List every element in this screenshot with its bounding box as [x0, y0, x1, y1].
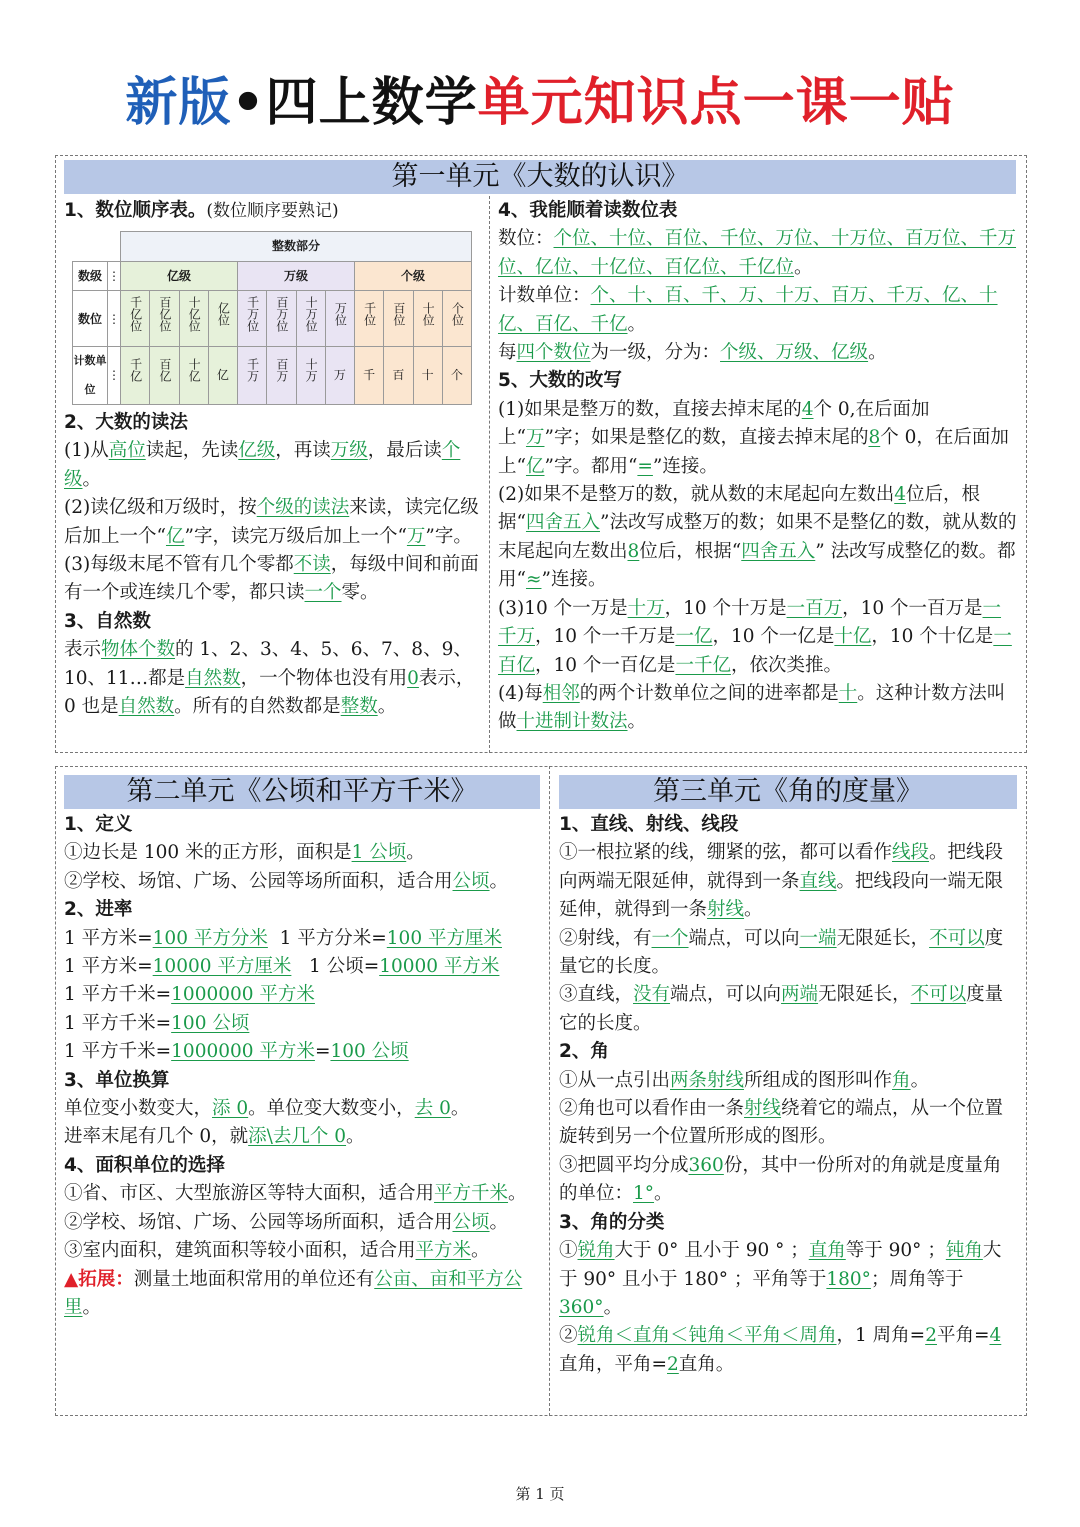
body-text: ①边长是 100 米的正方形，面积是 [64, 842, 352, 864]
body-text: (1)从 [64, 440, 109, 462]
answer-text: = [637, 455, 653, 477]
table-row-label-unit: 计数单位 [73, 347, 108, 405]
unit2-column [64, 811, 542, 1322]
unit1-s2-p1 [64, 437, 482, 494]
body-text: (1)如果是整万的数，直接去掉末尾的 [498, 398, 802, 420]
answer-text: 1° [633, 1183, 655, 1205]
unit3-s2-p1 [559, 1067, 1019, 1095]
unit2-s2-r3 [64, 981, 542, 1009]
body-text: 1 平方分米= [279, 927, 387, 949]
body-text: 。 [794, 256, 813, 278]
answer-text: 100 公顷 [330, 1041, 409, 1063]
place-cell: 十位 [421, 301, 436, 326]
answer-text: 公亩、亩和平方公里 [64, 1268, 523, 1318]
unit-cell: 十亿 [187, 358, 202, 383]
answer-text: 锐角 [577, 1240, 615, 1262]
unit2-s1-p1 [64, 839, 542, 867]
body-text: 表示 [64, 639, 102, 661]
body-text: ” 法改写成整亿的数。都用“ [498, 540, 1016, 591]
unit-cell: 亿 [208, 347, 237, 405]
unit1-s1-note: (数位顺序要熟记) [206, 201, 339, 221]
unit3-s2-p3 [559, 1152, 1019, 1209]
answer-text: 亿级 [238, 440, 276, 462]
answer-text: 1 公顷 [351, 842, 407, 864]
unit1-s4-p2 [498, 282, 1018, 339]
unit3-s2-heading: 2、角 [559, 1041, 609, 1063]
unit2-s2-r1 [64, 925, 542, 953]
answer-text: 自然数 [118, 696, 175, 718]
unit-cell: 个 [442, 347, 471, 405]
unit1-banner: 第一单元《大数的认识》 [64, 160, 1016, 194]
body-text: 。 [489, 1211, 509, 1233]
answer-text: 万级 [330, 440, 368, 462]
answer-text: 一百万 [786, 597, 843, 619]
body-text: 度量它的长度。 [559, 984, 1004, 1034]
body-text: 无限延长， [818, 984, 911, 1006]
place-cell: 亿位 [216, 301, 231, 326]
body-text: 等于 90° ； [845, 1240, 946, 1262]
body-text: 。 [346, 1126, 365, 1148]
page-number: 第 1 页 [515, 1485, 565, 1503]
answer-text: 万 [525, 427, 545, 449]
answer-text: 锐角＜直角＜钝角＜平角＜周角 [577, 1325, 837, 1347]
body-text: ”连接。 [541, 569, 607, 591]
unit1-s1-heading: 1、数位顺序表。 [64, 200, 207, 221]
body-text: 测量土地面积常用的单位还有 [133, 1268, 375, 1290]
unit1-s3-p1 [64, 636, 482, 721]
answer-text: 100 平方分米 [152, 927, 268, 949]
unit2-s1-p2 [64, 868, 542, 896]
unit1-s4-heading: 4、我能顺着读数位表 [498, 200, 678, 221]
body-text: 端点，可以向 [670, 984, 782, 1006]
answer-text: 物体个数 [101, 639, 176, 661]
unit1-s5-heading: 5、大数的改写 [498, 370, 622, 392]
answer-text: 十进制计数法 [516, 711, 628, 733]
answer-text: 平方米 [415, 1240, 472, 1262]
place-cell: 个位 [450, 301, 465, 326]
body-text: ，10 个十亿是 [871, 626, 994, 648]
answer-text: 4 [989, 1325, 1002, 1347]
body-text: ，一个物体也没有用 [240, 667, 408, 689]
answer-text: 高位 [108, 440, 146, 462]
table-row-label-grade: 数级 [73, 261, 108, 290]
answer-text: 不可以 [929, 927, 985, 949]
unit1-divider [489, 196, 490, 753]
answer-text: 4 [801, 398, 814, 420]
answer-text: 十万 [627, 597, 665, 619]
body-text: 1 公顷= [309, 956, 380, 978]
unit1-s2-p3 [64, 551, 482, 608]
answer-text: 180° [826, 1268, 871, 1290]
answer-text: 0 [407, 667, 419, 689]
answer-text: 一千万 [498, 597, 1002, 648]
body-text: ，依次类推。 [730, 654, 842, 676]
unit1-s2-p2 [64, 494, 482, 551]
body-text: 。 [450, 1098, 470, 1120]
unit1-s5-p1 [498, 396, 1018, 481]
body-text: 进率末尾有几个 0，就 [64, 1126, 249, 1148]
body-text: 的 1、2、3、4、5、6、7、8、9、10、11…都是 [64, 639, 472, 689]
body-text: (3)10 个一万是 [498, 597, 628, 619]
answer-text: 一亿 [675, 626, 713, 648]
answer-text: 角 [892, 1069, 911, 1091]
body-text: 1 平方千米= [64, 1012, 172, 1034]
body-text: ，最后读 [367, 440, 442, 462]
body-text: 。 [627, 711, 647, 733]
body-text: 计数单位： [498, 285, 591, 307]
unit-cell: 千万 [245, 358, 260, 383]
table-header-integer: 整数部分 [121, 232, 472, 261]
answer-text: 一个 [651, 927, 689, 949]
answer-text: 个级、万级、亿级 [720, 342, 869, 364]
unit3-s1-p3 [559, 981, 1019, 1038]
body-text: 。所有的自然数都是 [174, 696, 341, 718]
body-text: 大于 90° 且小于 180° ；平角等于 [559, 1240, 1002, 1290]
unit1-s2-heading: 2、大数的读法 [64, 412, 188, 434]
body-text: ①从一点引出 [559, 1069, 671, 1091]
unit-cell: 千 [355, 347, 384, 405]
body-text: 来读，读完亿级后加上一个“ [64, 497, 479, 547]
title-dot: • [231, 73, 266, 133]
unit-cell: 千亿 [128, 358, 143, 383]
body-text: ”字。都用“ [544, 455, 638, 477]
unit2-s1-heading: 1、定义 [64, 814, 133, 835]
unit-cell: 十 [413, 347, 442, 405]
body-text: 份，其中一份所对的角就是度量角的单位： [559, 1154, 1002, 1205]
place-cell: 十万位 [304, 295, 319, 332]
body-text: 。这种计数方法叫做 [498, 682, 1006, 733]
body-text: 。 [744, 899, 763, 921]
body-text: 。把线段向一端无限延伸，就得到一条 [559, 870, 1004, 921]
answer-text: 不读 [293, 554, 331, 576]
answer-text: 一端 [799, 927, 837, 949]
unit1-s5-p4 [498, 680, 1018, 737]
unit23-divider [549, 766, 550, 1416]
body-text: 数位： [498, 228, 554, 250]
unit-cell: 百亿 [157, 358, 172, 383]
body-text: 。 [406, 842, 425, 864]
answer-text: 1000000 平方米 [171, 1041, 315, 1063]
answer-text: 公顷 [452, 1211, 490, 1233]
body-text: 表示，0 也是 [64, 667, 475, 718]
unit1-s5-p2 [498, 481, 1018, 595]
body-text: 无限延长， [836, 927, 930, 949]
body-text: 每 [498, 342, 517, 364]
answer-text: 一百亿 [498, 626, 1012, 676]
unit2-s4-p4 [64, 1266, 542, 1323]
body-text: 1 平方千米= [64, 984, 172, 1006]
answer-text: 1000000 平方米 [171, 984, 315, 1006]
body-text: 。单位变大数变小， [248, 1098, 415, 1120]
unit3-s3-p2 [559, 1322, 1019, 1379]
unit2-s4-heading: 4、面积单位的选择 [64, 1154, 225, 1176]
body-text: ①一根拉紧的线，绷紧的弦，都可以看作 [559, 842, 893, 864]
answer-text: ≈ [525, 569, 542, 591]
title-part-grade: 四上数学 [265, 73, 478, 133]
body-text: 零。 [341, 582, 379, 604]
body-text: ，10 个一百亿是 [535, 654, 676, 676]
unit1-s4-p3 [498, 339, 1018, 367]
body-text: 1 平方米= [64, 956, 153, 978]
body-text: 为一级，分为： [590, 342, 721, 364]
body-text: 。 [603, 1296, 623, 1318]
unit3-banner: 第三单元《角的度量》 [559, 775, 1017, 809]
answer-text: 射线 [707, 899, 745, 921]
body-text: 。 [489, 870, 509, 892]
body-text: 的两个计数单位之间的进率都是 [579, 682, 839, 704]
body-text: 直角。 [678, 1353, 735, 1375]
body-text: 绕着它的端点，从一个位置旋转到另一个位置所形成的图形。 [559, 1098, 1004, 1148]
body-text: ②角也可以看作由一条 [559, 1098, 745, 1120]
answer-text: 射线 [744, 1098, 782, 1120]
answer-text: 不可以 [910, 984, 967, 1006]
answer-text: 四个数位 [516, 342, 591, 364]
answer-text: 8 [627, 540, 640, 562]
body-text: 直角，平角= [559, 1353, 668, 1375]
body-text: ③直线， [559, 984, 634, 1006]
answer-text: 添\去几个 0 [248, 1126, 347, 1148]
answer-text: 4 [894, 484, 906, 506]
body-text: 单位变小数变大， [64, 1098, 213, 1120]
place-value-table: 整数部分 数级 ⋮ 亿级 万级 个级 数位 ⋮ 千亿位 百亿位 十亿位 亿位 千万位 百万位 十万位 万位 千位 百位 十位 个位 计数单位 ⋮ 千亿 百亿 十亿 亿 千万 百万 十万 万 千 百 十 个 [72, 231, 472, 405]
answer-text: 一千亿 [675, 654, 731, 676]
unit3-s3-p1 [559, 1237, 1019, 1322]
answer-text: 去 0 [414, 1098, 451, 1120]
place-cell: 千万位 [245, 295, 260, 332]
body-text: 。 [627, 313, 647, 335]
body-text: ，1 周角= [836, 1325, 926, 1347]
answer-text: 四舍五入 [741, 540, 816, 562]
place-cell: 千位 [362, 301, 377, 326]
unit-cell: 十万 [304, 358, 319, 383]
title-part-topic: 单元知识点一课一贴 [477, 73, 955, 133]
body-text: ”字。 [425, 525, 472, 547]
body-text: ，再读 [275, 440, 331, 462]
answer-text: 亿 [525, 455, 545, 477]
body-text: (2)如果不是整万的数，就从数的末尾起向左数出 [498, 484, 895, 506]
place-cell: 百万位 [274, 295, 289, 332]
extension-label: ▲拓展： [64, 1268, 134, 1290]
unit2-s4-p3 [64, 1237, 542, 1265]
body-text: 。 [508, 1183, 527, 1205]
unit-cell: 百万 [274, 358, 289, 383]
body-text: ”字，读完万级后加上一个“ [184, 525, 407, 547]
unit-cell: 万 [325, 347, 354, 405]
title-part-new-edition: 新版 [125, 73, 232, 133]
body-text: 所组成的图形叫作 [744, 1069, 893, 1091]
body-text: 。 [868, 342, 887, 364]
unit3-s3-heading: 3、角的分类 [559, 1211, 665, 1233]
answer-text: 个位、十位、百位、千位、万位、十万位、百万位、千万位、亿位、十亿位、百亿位、千亿位 [498, 228, 1017, 278]
body-text: 个 0,在后面加上“ [498, 398, 930, 449]
answer-text: 十亿 [834, 626, 872, 648]
body-text: 位后，根据“ [639, 540, 742, 562]
answer-text: 个级的读法 [256, 497, 350, 519]
answer-text: 添 0 [212, 1098, 249, 1120]
answer-text: 100 平方厘米 [386, 927, 502, 949]
answer-text: 2 [925, 1325, 937, 1347]
unit2-s2-heading: 2、进率 [64, 899, 133, 921]
answer-text: 10000 平方米 [379, 956, 500, 978]
body-text: ”法改写成整万的数；如果不是整亿的数，就从数的末尾起向左数出 [498, 512, 1017, 562]
unit2-s3-heading: 3、单位换算 [64, 1069, 170, 1091]
unit3-s1-p1 [559, 839, 1019, 924]
answer-text: 钝角 [945, 1240, 983, 1262]
answer-text: 万 [406, 525, 426, 547]
unit2-s2-r2 [64, 953, 542, 981]
body-text: 1 平方米= [64, 927, 153, 949]
unit1-left-column [64, 197, 482, 722]
body-text: 。把线段向两端无限延伸，就得到一条 [559, 842, 1004, 892]
answer-text: 亿 [165, 525, 185, 547]
body-text: ③室内面积，建筑面积等较小面积，适合用 [64, 1240, 416, 1262]
body-text: 。 [82, 468, 102, 490]
answer-text: 四舍五入 [525, 512, 600, 534]
body-text: 度量它的长度。 [559, 927, 1004, 978]
page-title [0, 60, 1080, 135]
unit1-right-column [498, 197, 1018, 737]
body-text: ”字；如果是整亿的数，直接去掉末尾的 [544, 427, 869, 449]
answer-text: 平方千米 [434, 1183, 509, 1205]
grade-yi: 亿级 [121, 261, 238, 290]
body-text: 读起，先读 [145, 440, 239, 462]
answer-text: 十 [838, 682, 858, 704]
body-text: ② [559, 1325, 578, 1347]
table-row-label-place: 数位 [73, 291, 108, 347]
unit3-s2-p2 [559, 1095, 1019, 1152]
body-text: ，10 个一千万是 [535, 626, 676, 648]
body-text: 。 [471, 1240, 490, 1262]
place-cell: 百位 [391, 301, 406, 326]
body-text: 。 [910, 1069, 930, 1091]
body-text: ③把圆平均分成 [559, 1154, 689, 1176]
unit2-s3-p1 [64, 1095, 542, 1123]
answer-text: 公顷 [452, 870, 490, 892]
body-text: (4)每 [498, 682, 543, 704]
answer-text: 相邻 [542, 682, 580, 704]
place-cell: 百亿位 [157, 295, 172, 332]
unit2-banner: 第二单元《公顷和平方千米》 [64, 775, 540, 809]
body-text: 1 平方千米= [64, 1041, 172, 1063]
body-text: 大于 0° 且小于 90 ° ； [614, 1240, 809, 1262]
unit3-column [559, 811, 1019, 1379]
answer-text: 自然数 [185, 667, 241, 689]
body-text: 。 [377, 696, 397, 718]
answer-text: 整数 [340, 696, 378, 718]
answer-text: 10000 平方厘米 [152, 956, 292, 978]
unit1-s5-p3 [498, 595, 1018, 680]
body-text: ”连接。 [652, 455, 718, 477]
answer-text: 两条射线 [670, 1069, 745, 1091]
answer-text: 没有 [633, 984, 671, 1006]
body-text: ，10 个一百万是 [842, 597, 983, 619]
body-text: ②射线，有 [559, 927, 652, 949]
body-text: ；周角等于 [870, 1268, 964, 1290]
body-text: (3)每级末尾不管有几个零都 [64, 554, 294, 576]
body-text: ②学校、场馆、广场、公园等场所面积，适合用 [64, 1211, 453, 1233]
answer-text: 2 [667, 1353, 679, 1375]
answer-text: 360 [688, 1154, 724, 1176]
unit3-s1-heading: 1、直线、射线、线段 [559, 814, 739, 835]
unit1-s3-heading: 3、自然数 [64, 610, 151, 632]
body-text: 个 0，在后面加上“ [498, 427, 1009, 477]
body-text: 。 [82, 1296, 102, 1318]
unit2-s2-r5 [64, 1038, 542, 1066]
answer-text: 线段 [892, 842, 930, 864]
unit2-s3-p2 [64, 1123, 542, 1151]
unit1-s4-p1 [498, 225, 1018, 282]
answer-text: 8 [868, 427, 881, 449]
answer-text: 100 公顷 [171, 1012, 250, 1034]
unit2-s4-p2 [64, 1209, 542, 1237]
answer-text: 个、十、百、千、万、十万、百万、千万、亿、十亿、百亿、千亿 [498, 285, 998, 335]
answer-text: 个级 [64, 440, 461, 490]
body-text: (2)读亿级和万级时，按 [64, 497, 257, 519]
answer-text: 两端 [781, 984, 819, 1006]
unit2-s4-p1 [64, 1180, 542, 1208]
body-text: ①省、市区、大型旅游区等特大面积，适合用 [64, 1183, 435, 1205]
unit-cell: 百 [384, 347, 413, 405]
place-cell: 千亿位 [128, 295, 143, 332]
body-text: ，10 个十万是 [664, 597, 787, 619]
answer-text: 直角 [808, 1240, 846, 1262]
unit2-s2-r4 [64, 1010, 542, 1038]
unit3-s1-p2 [559, 925, 1019, 982]
body-text: ，每级中间和前面有一个或连续几个零，都只读 [64, 554, 479, 604]
body-text: 平角= [936, 1325, 990, 1347]
place-cell: 十亿位 [187, 295, 202, 332]
body-text: ②学校、场馆、广场、公园等场所面积，适合用 [64, 870, 453, 892]
body-text: 位后，根据“ [498, 484, 981, 534]
grade-ge: 个级 [355, 261, 472, 290]
body-text: ① [559, 1240, 578, 1262]
grade-wan: 万级 [238, 261, 355, 290]
answer-text: 360° [559, 1296, 604, 1318]
body-text: = [314, 1041, 331, 1063]
place-cell: 万位 [333, 301, 348, 326]
body-text: ，10 个一亿是 [712, 626, 835, 648]
body-text: 。 [654, 1183, 673, 1205]
answer-text: 一个 [304, 582, 342, 604]
body-text: 端点，可以向 [688, 927, 800, 949]
answer-text: 直线 [799, 870, 837, 892]
